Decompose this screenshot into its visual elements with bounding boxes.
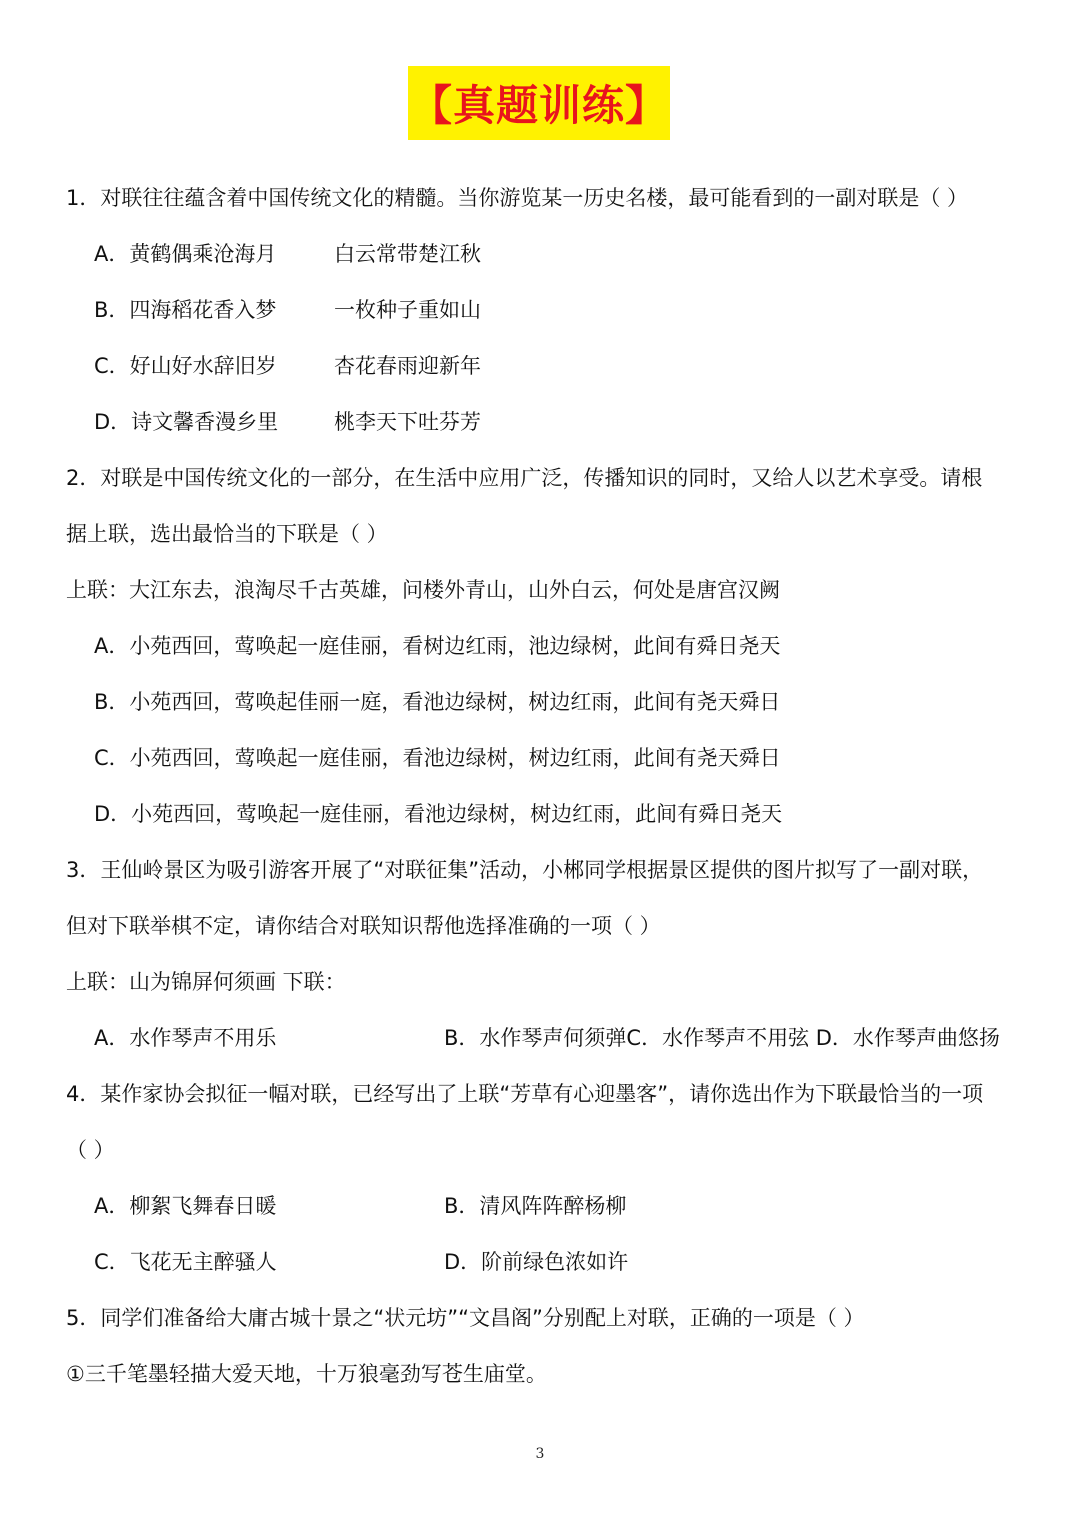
question-2-option-c: C．小苑西回，莺唤起一庭佳丽，看池边绿树，树边红雨，此间有尧天舜日 (94, 746, 781, 770)
question-3-options-bcd: B．水作琴声何须弹C．水作琴声不用弦 D．水作琴声曲悠扬 (444, 1026, 1000, 1050)
option-first-line: 四海稻花香入梦 (129, 298, 277, 322)
question-4-option-a: A．柳絮飞舞春日暖 (94, 1194, 277, 1218)
question-4-stem-line1: 4．某作家协会拟征一幅对联，已经写出了上联“芳草有心迎墨客”，请你选出作为下联最恰当的一项 (66, 1082, 984, 1106)
page-number: 3 (535, 1446, 545, 1462)
question-4-option-c: C．飞花无主醉骚人 (94, 1250, 277, 1274)
question-4-option-d: D．阶前绿色浓如许 (444, 1250, 629, 1274)
option-label: B． (94, 298, 130, 322)
option-second-line: 白云常带楚江秋 (334, 242, 481, 266)
question-1-option-d (94, 407, 1018, 437)
page-title: 【真题训练】 (409, 81, 668, 130)
question-2-option-a: A．小苑西回，莺唤起一庭佳丽，看树边红雨，池边绿树，此间有舜日尧天 (94, 634, 781, 658)
question-3-stem-line2: 但对下联举棋不定，请你结合对联知识帮他选择准确的一项（ ） (66, 914, 661, 938)
option-second-line: 桃李天下吐芬芳 (334, 410, 481, 434)
question-2-stem-line2: 据上联，选出最恰当的下联是（ ） (66, 522, 388, 546)
question-2-option-b: B．小苑西回，莺唤起佳丽一庭，看池边绿树，树边红雨，此间有尧天舜日 (94, 690, 781, 714)
question-1-option-b (94, 295, 1018, 325)
option-first-line: 诗文馨香漫乡里 (131, 410, 279, 434)
question-5-stem: 5．同学们准备给大庸古城十景之“状元坊”“文昌阁”分别配上对联，正确的一项是（ ） (66, 1306, 865, 1330)
question-1-stem: 1．对联往往蕴含着中国传统文化的精髓。当你游览某一历史名楼，最可能看到的一副对联是（ ） (66, 186, 969, 210)
option-second-line: 杏花春雨迎新年 (334, 354, 481, 378)
question-1-option-c (94, 351, 1018, 381)
option-second-line: 一枚种子重如山 (334, 298, 481, 322)
question-3-options (94, 1023, 1018, 1053)
question-2-upper-couplet: 上联：大江东去，浪淘尽千古英雄，问楼外青山，山外白云，何处是唐宫汉阙 (66, 578, 780, 602)
question-4-stem-line2: （ ） (66, 1138, 115, 1162)
question-3-stem-line1: 3．王仙岭景区为吸引游客开展了“对联征集”活动，小郴同学根据景区提供的图片拟写了一副对联， (66, 858, 984, 882)
option-first-line: 好山好水辞旧岁 (129, 354, 277, 378)
question-3-upper-couplet: 上联：山为锦屏何须画 下联： (66, 970, 346, 994)
question-2-stem-line1: 2．对联是中国传统文化的一部分，在生活中应用广泛，传播知识的同时，又给人以艺术享受。请根 (66, 466, 983, 490)
question-3-option-a: A．水作琴声不用乐 (94, 1026, 277, 1050)
question-5-item-1: ①三千笔墨轻描大爱天地，十万狼毫劲写苍生庙堂。 (66, 1362, 547, 1386)
question-1-option-a (94, 239, 1018, 269)
option-label: A． (94, 242, 130, 266)
question-4-options-row1 (94, 1191, 1018, 1221)
option-label: D． (94, 410, 132, 434)
option-first-line: 黄鹤偶乘沧海月 (129, 242, 277, 266)
option-label: C． (94, 354, 130, 378)
question-4-options-row2 (94, 1247, 1018, 1277)
question-2-option-d: D．小苑西回，莺唤起一庭佳丽，看池边绿树，树边红雨，此间有舜日尧天 (94, 802, 783, 826)
question-4-option-b: B．清风阵阵醉杨柳 (444, 1194, 627, 1218)
title-banner (408, 66, 670, 140)
